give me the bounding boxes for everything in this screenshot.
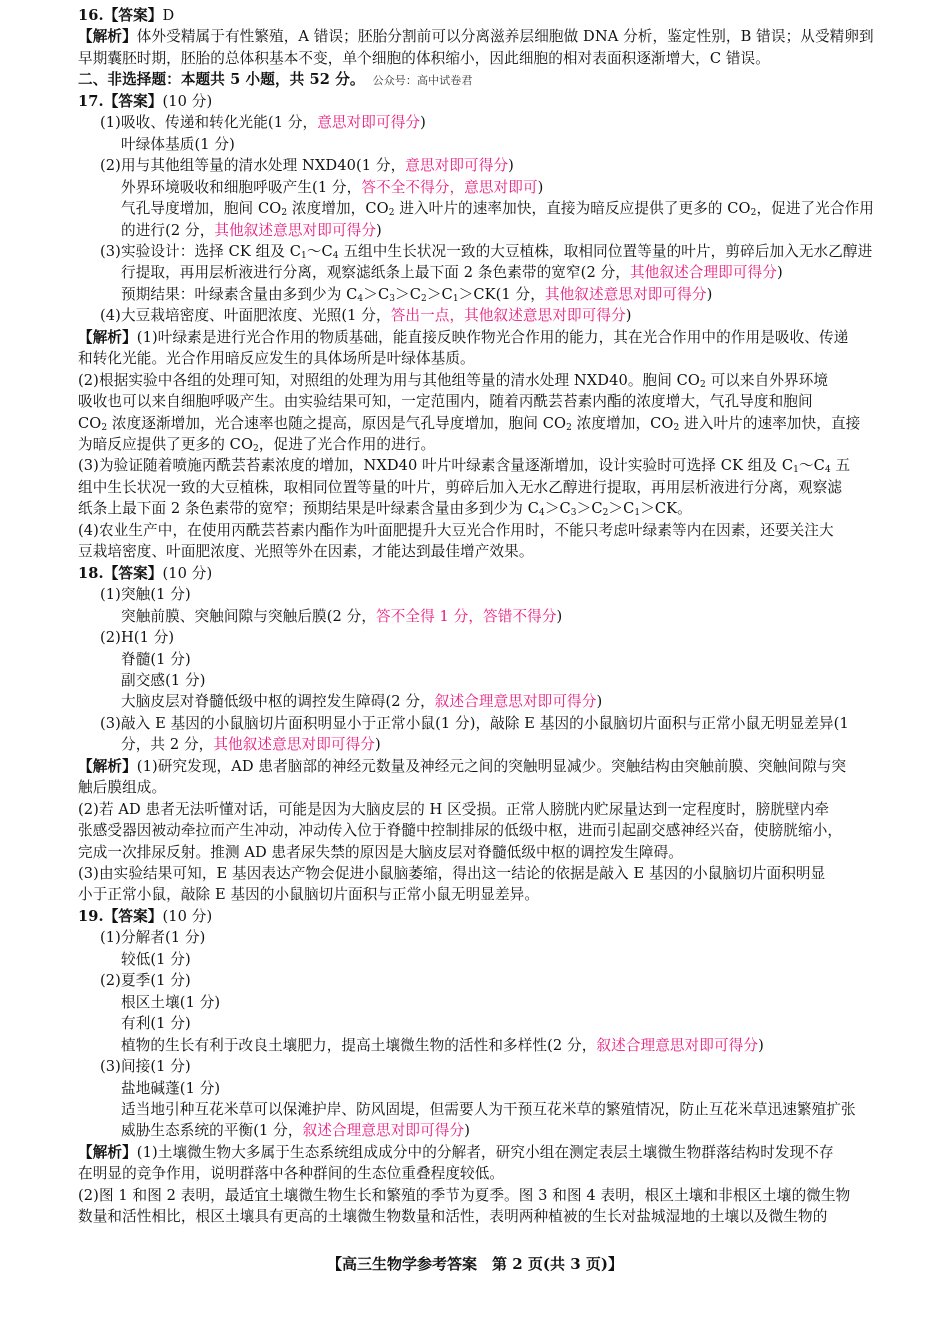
text-line: [78, 800, 829, 820]
grading-note: 其他叙述意思对即可得分: [544, 285, 707, 303]
subscript: 2: [421, 293, 427, 304]
text-line: [121, 1121, 470, 1141]
text-run: 五组中生长状况一致的大豆植株，取相同位置等量的叶片，剪碎后加入无水乙醇进: [338, 242, 873, 260]
text-run: ): [706, 285, 713, 303]
text-run: (3)由实验结果可知，E 基因表达产物会促进小鼠脑萎缩，得出这一结论的依据是敲入 E 基因的小鼠脑切片面积明显: [78, 865, 826, 882]
text-run: ): [776, 264, 783, 282]
text-line: [121, 735, 381, 755]
text-line: [78, 49, 770, 69]
subscript: 4: [357, 293, 364, 304]
text-run: (2)H(1 分): [100, 629, 175, 647]
text-run: (1)分解者(1 分): [100, 929, 206, 947]
text-line: [121, 692, 602, 712]
text-run: ＞C: [426, 285, 453, 303]
text-line: [121, 178, 543, 198]
text-run: 组中生长状况一致的大豆植株，取相同位置等量的叶片，剪碎后加入无水乙醇进行提取，再用层析液进行分离，观察滤: [78, 478, 843, 496]
grading-note: 其他叙述合理即可得分: [629, 264, 777, 282]
label-text: 二、非选择题：本题共 5 小题，共 52 分。: [78, 71, 365, 89]
text-line: [78, 564, 212, 584]
text-line: [100, 928, 205, 948]
text-line: [78, 92, 212, 112]
text-run: 为暗反应提供了更多的 CO: [78, 436, 254, 453]
label-text: 【解析】: [78, 1143, 137, 1161]
label-text: 【解析】: [78, 28, 137, 46]
text-run: ＞C: [395, 285, 422, 303]
text-line: [78, 6, 174, 26]
text-run: ＞CK(1 分，: [458, 285, 545, 303]
text-run: 分，共 2 分，: [121, 736, 214, 754]
text-run: ): [625, 307, 632, 325]
text-run: (10 分): [162, 907, 213, 925]
text-run: 盐地碱蓬(1 分): [121, 1079, 221, 1097]
subscript: 1: [634, 508, 641, 519]
grading-note: 答不全得 1 分，答错不得分: [376, 607, 557, 625]
text-run: (2)根据实验中各组的处理可知，对照组的处理为用与其他组等量的清水处理 NXD40。胞间 CO: [78, 371, 700, 389]
text-run: 体外受精属于有性繁殖，A 错误；胚胎分割前可以分离滋养层细胞做 DNA 分析，鉴定性别，B 错误；从受精卵到: [136, 28, 874, 46]
text-run: 进入叶片的速率加快，直接为暗反应提供了更多的 CO: [394, 200, 751, 218]
text-run: 早期囊胚时期，胚胎的总体积基本不变，单个细胞的体积缩小，因此细胞的相对表面积逐渐增大，C 错误。: [78, 49, 770, 67]
subscript: 2: [253, 444, 259, 454]
subscript: 3: [570, 508, 577, 519]
subscript: 2: [566, 422, 572, 433]
text-line: [100, 156, 514, 176]
text-run: 根区土壤(1 分): [121, 993, 221, 1011]
text-run: 大脑皮层对脊髓低级中枢的调控发生障碍(2 分，: [121, 693, 435, 711]
text-line: [78, 907, 212, 927]
text-run: (1)吸收、传递和转化光能(1 分，: [100, 114, 318, 132]
text-line: [121, 135, 235, 155]
text-run: 植物的生长有利于改良土壤肥力，提高土壤微生物的活性和多样性(2 分，: [121, 1036, 597, 1054]
text-run: ): [556, 607, 563, 625]
text-line: [78, 499, 692, 519]
text-run: ～C: [798, 457, 825, 475]
text-run: 较低(1 分): [121, 950, 191, 968]
grading-note: 叙述合理意思对即可得分: [434, 693, 597, 711]
text-run: 有利(1 分): [121, 1015, 191, 1033]
subscript: 2: [750, 208, 757, 219]
grading-note: 其他叙述意思对即可得分: [214, 221, 377, 239]
text-line: [78, 885, 539, 905]
text-run: 预期结果：叶绿素含量由多到少为 C: [121, 285, 358, 303]
text-line: [121, 285, 712, 305]
subscript: 2: [602, 508, 609, 519]
text-line: [78, 27, 874, 47]
text-line: [100, 585, 191, 605]
text-run: (1)突触(1 分): [100, 586, 191, 604]
text-line: [78, 456, 850, 476]
subscript: 2: [673, 422, 680, 433]
text-line: [121, 650, 191, 670]
text-line: [100, 113, 426, 133]
text-line: [100, 242, 872, 262]
label-text: 17.【答案】: [78, 92, 163, 110]
text-line: [121, 1014, 191, 1034]
text-run: 叶绿体基质(1 分): [121, 135, 235, 153]
text-run: ): [596, 693, 603, 711]
text-line: [100, 971, 191, 991]
text-run: 在明显的竞争作用，说明群落中各种群间的生态位重叠程度较低。: [78, 1165, 505, 1183]
subscript: 3: [389, 293, 396, 304]
text-line: [121, 671, 206, 691]
text-run: (10 分): [162, 92, 213, 110]
text-run: ): [464, 1122, 470, 1140]
subscript: 1: [452, 293, 459, 304]
text-run: 浓度逐渐增加，光合速率也随之提高，原因是气孔导度增加，胞间 CO: [107, 414, 567, 432]
text-run: ，促进了光合作用的进行。: [258, 436, 436, 453]
text-run: (4)农业生产中，在使用丙酰芸苔素内酯作为叶面肥提升大豆光合作用时，不能只考虑叶绿素等内在因素，还要关注大: [78, 521, 834, 539]
text-line: [100, 714, 849, 734]
text-run: D: [162, 7, 175, 24]
text-line: [78, 542, 534, 562]
text-line: [121, 263, 783, 283]
text-run: ，促进了光合作用: [756, 200, 874, 218]
text-line: [121, 607, 562, 627]
text-run: 突触前膜、突触间隙与突触后膜(2 分，: [121, 607, 377, 625]
text-run: (4)大豆栽培密度、叶面肥浓度、光照(1 分，: [100, 307, 391, 325]
text-run: 吸收也可以来自细胞呼吸产生。由实验结果可知，一定范围内，随着丙酰芸苔素内酯的浓度增大，气孔导度和胞间: [78, 393, 813, 411]
grading-note: 叙述合理意思对即可得分: [302, 1122, 465, 1140]
text-run: (10 分): [162, 564, 213, 582]
text-line: [78, 478, 842, 498]
text-line: [100, 306, 632, 326]
text-line: [78, 1207, 827, 1227]
text-line: [100, 1057, 191, 1077]
text-line: [78, 778, 166, 798]
text-run: 五: [830, 457, 851, 475]
grading-note: 意思对即可得分: [317, 114, 421, 132]
text-line: [78, 349, 475, 369]
text-run: 脊髓(1 分): [121, 650, 191, 668]
page-footer: 【高三生物学参考答案 第 2 页(共 3 页)】: [327, 1255, 623, 1273]
grading-note: 答不全不得分，意思对即可: [361, 178, 538, 196]
text-line: [121, 199, 874, 219]
grading-note: 叙述合理意思对即可得分: [596, 1036, 759, 1054]
text-run: (3)为验证随着喷施丙酰芸苔素浓度的增加，NXD40 叶片叶绿素含量逐渐增加，设计实验时可选择 CK 组及 C: [78, 457, 794, 475]
label-text: 16.【答案】: [78, 7, 163, 24]
text-line: [78, 328, 848, 348]
text-line: [78, 843, 683, 863]
subscript: 1: [300, 250, 307, 261]
text-line: [78, 521, 834, 541]
text-line: [78, 70, 473, 90]
subscript: 2: [388, 208, 395, 219]
text-run: 可以来自外界环境: [705, 371, 829, 389]
text-run: 小于正常小鼠，敲除 E 基因的小鼠脑切片面积与正常小鼠无明显差异。: [78, 886, 540, 904]
subscript: 4: [539, 508, 545, 519]
text-run: 触后膜组成。: [78, 779, 167, 797]
label-text: 【解析】: [78, 757, 137, 775]
text-line: [121, 1079, 220, 1099]
text-run: 纸条上最下面 2 条色素带的宽窄；预期结果是叶绿素含量由多到少为 C: [78, 500, 539, 518]
text-run: 浓度增加，CO: [287, 200, 389, 218]
text-run: 的进行(2 分，: [121, 221, 215, 239]
text-line: [121, 993, 220, 1013]
text-line: [78, 1164, 504, 1184]
text-run: 副交感(1 分): [121, 671, 206, 689]
text-run: ＞C: [363, 285, 390, 303]
text-run: (2)图 1 和图 2 表明，最适宜土壤微生物生长和繁殖的季节为夏季。图 3 和图 4 表明，根区土壤和非根区土壤的微生物: [78, 1186, 851, 1204]
text-run: 进入叶片的速率加快，直接: [679, 414, 861, 432]
text-line: [78, 392, 813, 412]
text-line: [78, 821, 842, 841]
text-run: ): [374, 736, 381, 754]
text-run: 威胁生态系统的平衡(1 分，: [121, 1122, 303, 1140]
text-run: 完成一次排尿反射。推测 AD 患者尿失禁的原因是大脑皮层对脊髓低级中枢的调控发生障碍。: [78, 843, 683, 861]
text-line: [78, 435, 435, 455]
text-line: [121, 950, 191, 970]
text-run: (2)夏季(1 分): [100, 972, 191, 990]
text-run: 外界环境吸收和细胞呼吸产生(1 分，: [121, 178, 362, 196]
text-run: 行提取，再用层析液进行分离，观察滤纸条上最下面 2 条色素带的宽窄(2 分，: [121, 264, 630, 282]
text-line: [78, 371, 828, 391]
text-run: ): [508, 157, 514, 175]
text-run: 浓度增加，CO: [571, 414, 674, 432]
grading-note: 答出一点，其他叙述意思对即可得分: [390, 307, 626, 325]
text-run: 数量和活性相比，根区土壤具有更高的土壤微生物数量和活性，表明两种植被的生长对盐城湿地的土壤以及微生物的: [78, 1208, 828, 1226]
text-run: ): [376, 221, 382, 239]
subscript: 4: [332, 250, 339, 261]
text-run: 张感受器因被动牵拉而产生冲动，冲动传入位于脊髓中控制排尿的低级中枢，进而引起副交感神经兴奋，使膀胱缩小，: [78, 822, 843, 840]
text-run: (2)用与其他组等量的清水处理 NXD40(1 分，: [100, 157, 406, 175]
grading-note: 意思对即可得分: [405, 157, 509, 175]
text-run: (3)实验设计：选择 CK 组及 C: [100, 242, 301, 260]
label-text: 19.【答案】: [78, 907, 163, 925]
text-run: ＞C: [608, 500, 635, 518]
text-run: ): [537, 178, 544, 196]
text-line: [100, 628, 174, 648]
text-line: [121, 1100, 856, 1120]
text-line: [78, 864, 825, 884]
text-line: [78, 1186, 850, 1206]
text-line: [78, 1143, 834, 1163]
text-run: ): [420, 114, 426, 132]
text-run: ～C: [306, 242, 333, 260]
text-run: CO: [78, 414, 102, 432]
subscript: 1: [793, 465, 799, 476]
grading-note: 其他叙述意思对即可得分: [213, 736, 375, 754]
text-run: (3)间接(1 分): [100, 1058, 191, 1076]
text-run: 豆栽培密度、叶面肥浓度、光照等外在因素，才能达到最佳增产效果。: [78, 543, 534, 561]
text-run: (2)若 AD 患者无法听懂对话，可能是因为大脑皮层的 H 区受损。正常人膀胱内贮尿量达到一定程度时，膀胱壁内牵: [78, 800, 830, 818]
text-run: ＞C: [544, 500, 571, 518]
watermark-text: 公众号：高中试卷君: [372, 74, 473, 88]
text-run: 气孔导度增加，胞间 CO: [121, 200, 282, 218]
text-run: (1)土壤微生物大多属于生态系统组成成分中的分解者，研究小组在测定表层土壤微生物群落结构时发现不存: [136, 1143, 834, 1161]
text-run: ＞C: [576, 500, 603, 518]
text-run: 和转化光能。光合作用暗反应发生的具体场所是叶绿体基质。: [78, 350, 475, 368]
label-text: 18.【答案】: [78, 564, 163, 582]
text-run: (3)敲入 E 基因的小鼠脑切片面积明显小于正常小鼠(1 分)，敲除 E 基因的小鼠脑切片面积与正常小鼠无明显差异(1: [100, 714, 849, 732]
text-line: [78, 414, 860, 434]
text-line: [121, 221, 382, 241]
text-run: ＞CK。: [640, 500, 692, 518]
text-run: (1)叶绿素是进行光合作用的物质基础，能直接反映作物光合作用的能力，其在光合作用中的作用是吸收、传递: [136, 328, 849, 346]
text-run: ): [758, 1036, 764, 1054]
text-line: [121, 1036, 764, 1056]
subscript: 2: [700, 379, 706, 390]
text-run: (1)研究发现，AD 患者脑部的神经元数量及神经元之间的突触明显减少。突触结构由突触前膜、突触间隙与突: [136, 757, 847, 775]
subscript: 2: [281, 208, 288, 219]
subscript: 4: [824, 465, 831, 476]
label-text: 【解析】: [78, 328, 137, 346]
text-run: 适当地引种互花米草可以保滩护岸、防风固堤，但需要人为干预互花米草的繁殖情况，防止互花米草迅速繁殖扩张: [121, 1100, 856, 1118]
text-line: [78, 757, 846, 777]
subscript: 2: [101, 422, 108, 433]
